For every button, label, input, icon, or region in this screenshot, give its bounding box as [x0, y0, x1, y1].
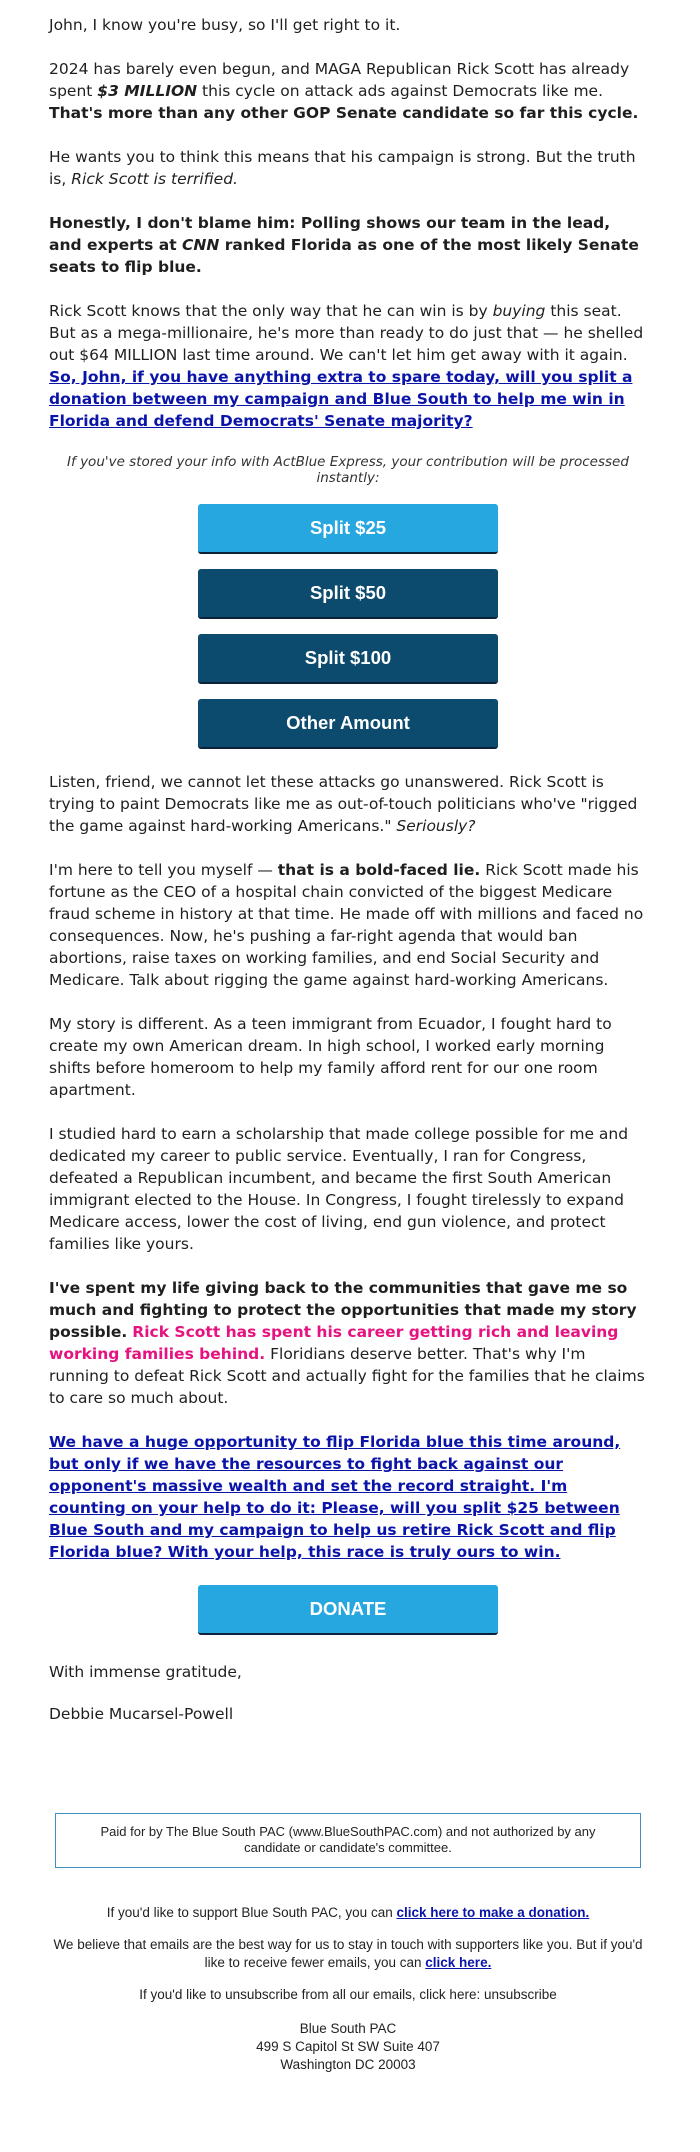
split-25-link[interactable]: We have a huge opportunity to flip Florida blue this time around, but only if we have the resources to fight back against our opponent's massive wealth and set the record straight. I'm counting on your help to do it: Please, will you split $25 between Blue South and my campaign to help us retire Rick Scott and flip Florida blue? With your help, this race is truly ours to win.	[49, 1433, 621, 1561]
text: 2024 has barely even begun, and MAGA Republican Rick Scott has already spent	[49, 60, 630, 100]
actblue-express-note: If you've stored your info with ActBlue Express, your contribution will be processed instantly:	[67, 454, 629, 486]
make-donation-link[interactable]: click here to make a donation.	[396, 1905, 590, 1920]
paragraph-attacks	[49, 771, 647, 837]
unsubscribe-link[interactable]: unsubscribe	[483, 1987, 557, 2002]
support-line	[49, 1904, 647, 1922]
other-amount-button[interactable]: Other Amount	[198, 699, 498, 749]
paragraph-spending	[49, 58, 647, 124]
paragraph-giving-back	[49, 1277, 647, 1409]
address-line: Washington DC 20003	[280, 2057, 416, 2072]
unsubscribe-line	[49, 1986, 647, 2004]
email-body	[49, 0, 647, 1725]
text: If you'd like to unsubscribe from all our emails, click here:	[139, 1987, 484, 2002]
mailing-address	[49, 2020, 647, 2074]
paragraph-buying-seat	[49, 300, 647, 432]
paragraph-bold-faced-lie	[49, 859, 647, 991]
text: We believe that emails are the best way for us to stay in touch with supporters like you. But if you'd like to receive fewer emails, you can	[53, 1937, 643, 1970]
text-bold: that is a bold-faced lie.	[277, 861, 481, 879]
fewer-emails-line	[49, 1936, 647, 1972]
text-italic: Seriously?	[396, 817, 476, 835]
paid-for-disclaimer: Paid for by The Blue South PAC (www.BlueSouthPAC.com) and not authorized by any candidate or candidate's committee.	[55, 1813, 641, 1868]
text: Floridians deserve better. That's why I'm running to defeat Rick Scott and actually fight for the families that he claims to care so much about.	[49, 1345, 645, 1407]
signature: Debbie Mucarsel-Powell	[49, 1705, 234, 1723]
text-bold: That's more than any other GOP Senate candidate so far this cycle.	[49, 104, 639, 122]
donation-buttons	[49, 504, 647, 749]
text-italic: buying	[492, 302, 546, 320]
split-50-button[interactable]: Split $50	[198, 569, 498, 619]
text: Rick Scott made his fortune as the CEO of a hospital chain convicted of the biggest Medicare fraud scheme in history at that time. He made off with millions and faced no consequences. Now, he's pushing a far-right agenda that would ban abortions, raise taxes on working families, and end Social Security and Medicare. Talk about rigging the game against hard-working Americans.	[49, 861, 644, 989]
text: this seat. But as a mega-millionaire, he's more than ready to do just that — he shelled out $64 MILLION last time around. We can't let him get away with it again.	[49, 302, 644, 364]
text: If you'd like to support Blue South PAC, you can	[106, 1905, 397, 1920]
address-line: 499 S Capitol St SW Suite 407	[256, 2039, 440, 2054]
split-25-button[interactable]: Split $25	[198, 504, 498, 554]
donate-button[interactable]: DONATE	[198, 1585, 498, 1635]
text: Honestly, I don't blame him: Polling shows our team in the lead, and experts at	[49, 214, 611, 254]
text: He wants you to think this means that his campaign is strong. But the truth is,	[49, 148, 636, 188]
text-italic: CNN	[182, 236, 220, 254]
text: Listen, friend, we cannot let these attacks go unanswered. Rick Scott is trying to paint Democrats like me as out-of-touch politicians who've "rigged the game against hard-working Americans."	[49, 773, 638, 835]
paragraph-opportunity	[49, 1431, 647, 1563]
text: Rick Scott knows that the only way that he can win is by	[49, 302, 493, 320]
text-highlight: Rick Scott has spent his career getting rich and leaving working families behind.	[49, 1323, 619, 1363]
footer	[49, 1813, 647, 2074]
split-100-button[interactable]: Split $100	[198, 634, 498, 684]
text: this cycle on attack ads against Democrats like me.	[197, 82, 604, 100]
paragraph-polling	[49, 212, 647, 278]
split-donation-link[interactable]: So, John, if you have anything extra to spare today, will you split a donation between my campaign and Blue South to help me win in Florida and defend Democrats' Senate majority?	[49, 368, 633, 430]
text: I'm here to tell you myself —	[49, 861, 278, 879]
paragraph-career: I studied hard to earn a scholarship that made college possible for me and dedicated my career to public service. Eventually, I ran for Congress, defeated a Republican incumbent, and became the first South American immigrant elected to the House. In Congress, I fought tirelessly to expand Medicare access, lower the cost of living, end gun violence, and protect families like yours.	[49, 1125, 629, 1253]
text-emphasis: $3 MILLION	[97, 82, 198, 100]
address-line: Blue South PAC	[299, 2021, 397, 2036]
donate-section	[49, 1585, 647, 1635]
fewer-emails-link[interactable]: click here.	[425, 1955, 492, 1970]
text: ranked Florida as one of the most likely Senate seats to flip blue.	[49, 236, 639, 276]
text-italic: Rick Scott is terrified.	[71, 170, 238, 188]
paragraph-my-story: My story is different. As a teen immigrant from Ecuador, I fought hard to create my own American dream. In high school, I worked early morning shifts before homeroom to help my family afford rent for our one room apartment.	[49, 1015, 612, 1099]
paragraph-terrified	[49, 146, 647, 190]
text-bold: I've spent my life giving back to the communities that gave me so much and fighting to protect the opportunities that made my story possible.	[49, 1279, 637, 1341]
greeting: John, I know you're busy, so I'll get right to it.	[49, 16, 401, 34]
closing: With immense gratitude,	[49, 1663, 242, 1681]
